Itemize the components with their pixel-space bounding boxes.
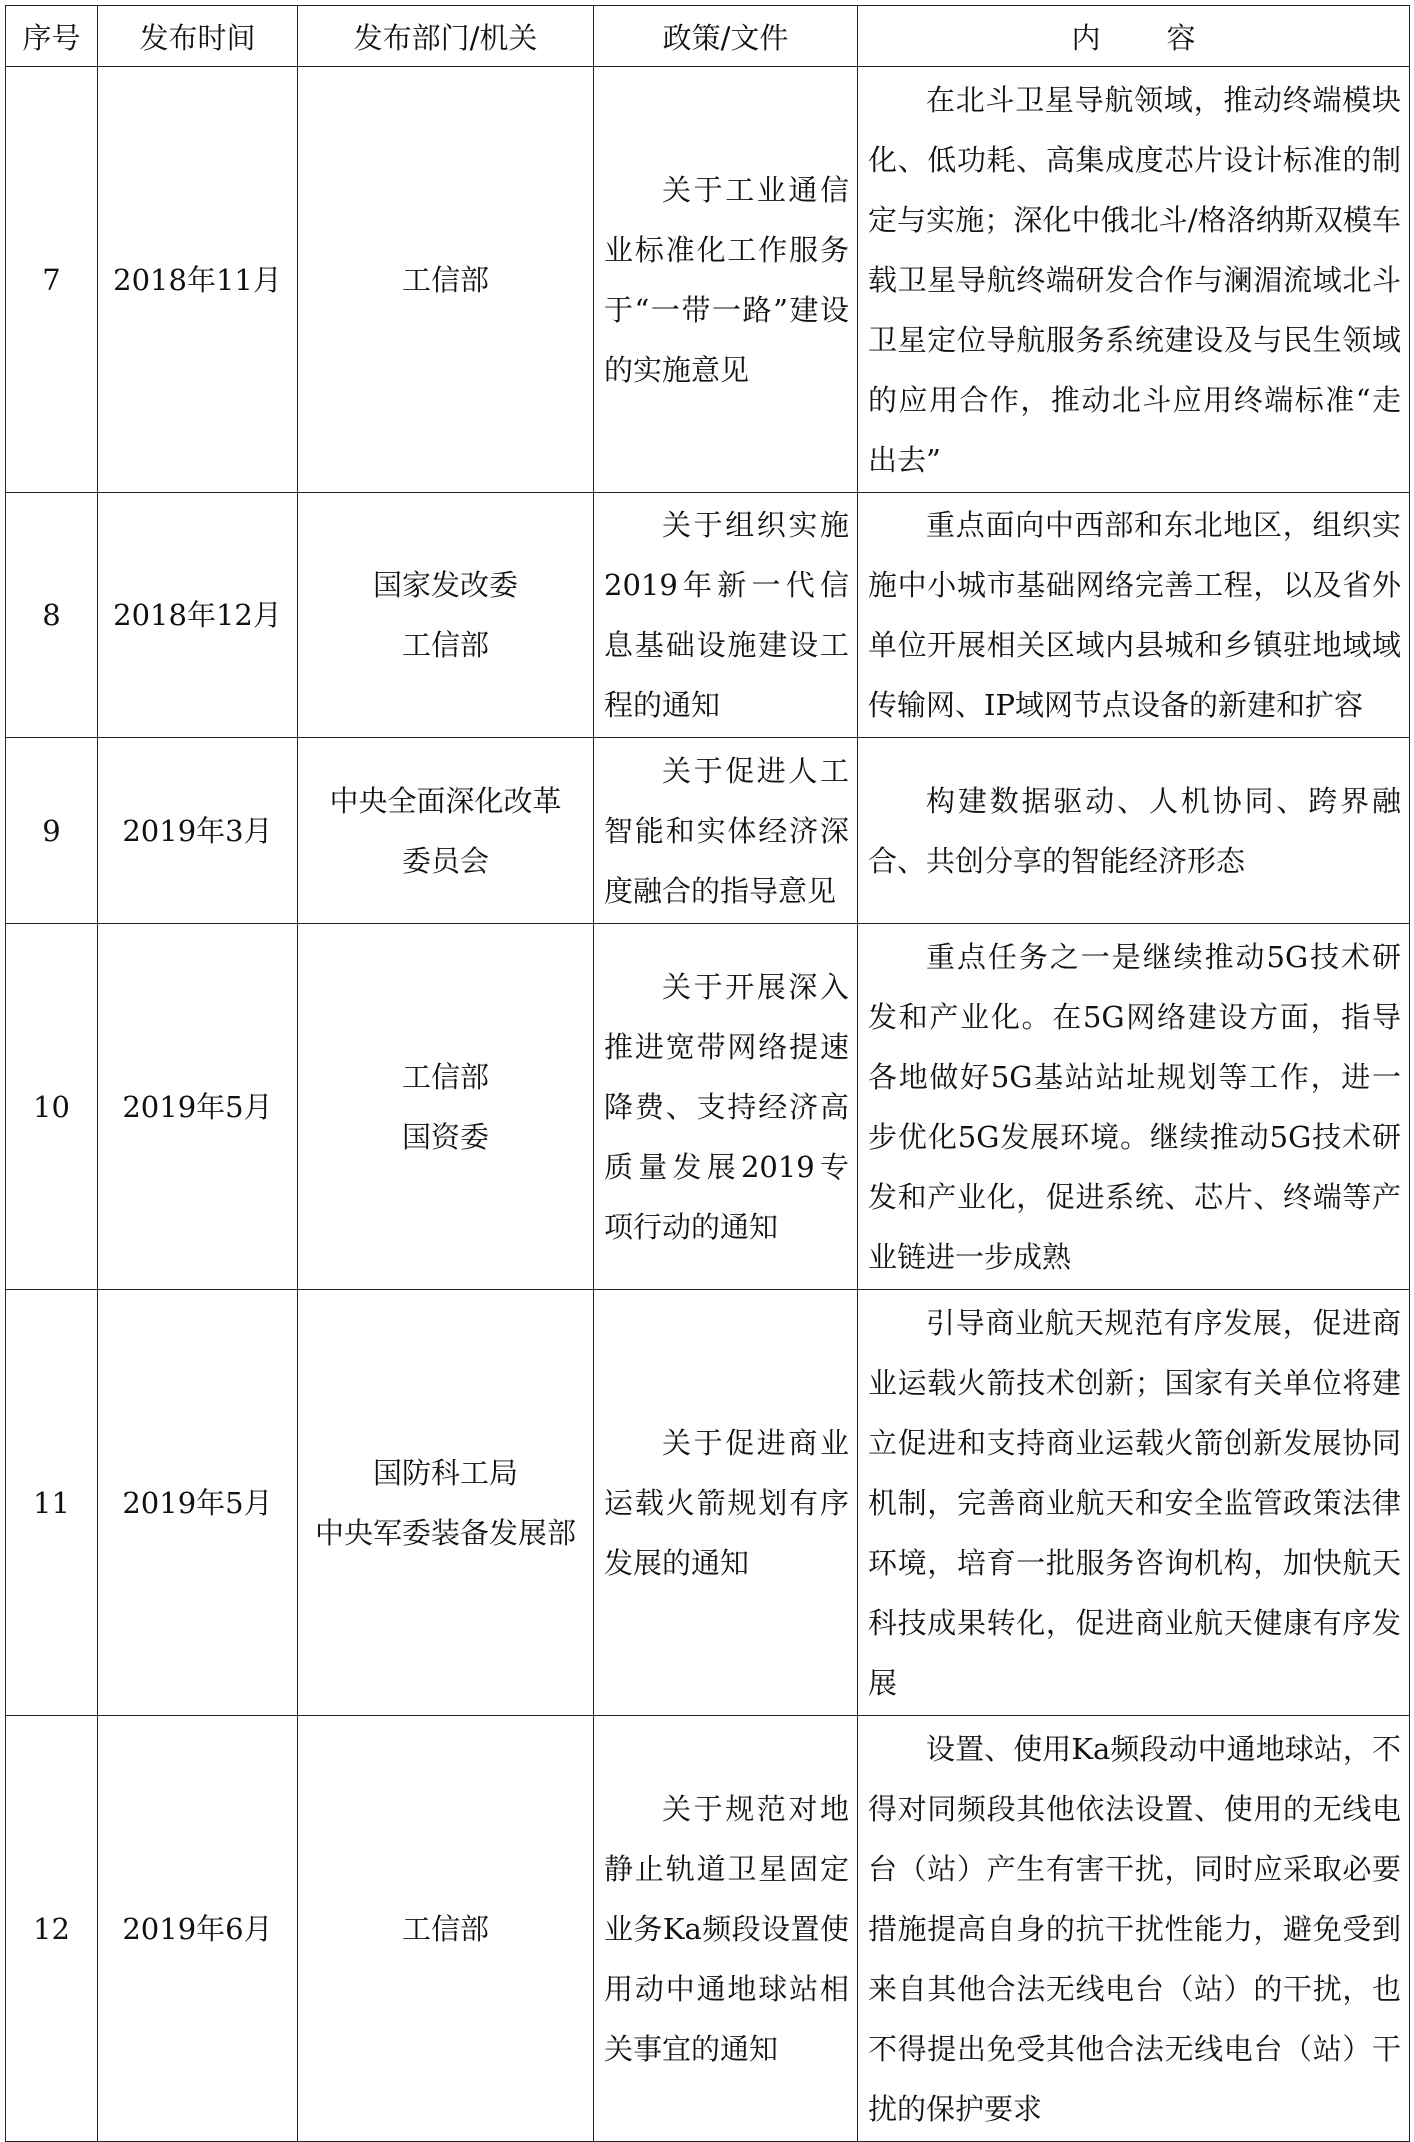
policy-table xyxy=(5,5,1410,2142)
row-num: 12 xyxy=(6,1716,98,2142)
row-policy: 关于组织实施2019年新一代信息基础设施建设工程的通知 xyxy=(594,493,858,738)
row-dept xyxy=(298,924,594,1290)
row-dept xyxy=(298,493,594,738)
dept-line: 工信部 xyxy=(401,628,489,662)
dept-line: 委员会 xyxy=(401,843,489,878)
row-content: 重点面向中西部和东北地区，组织实施中小城市基础网络完善工程，以及省外单位开展相关区域内县城和乡镇驻地域域传输网、IP域网节点设备的新建和扩容 xyxy=(858,493,1410,738)
dept-line: 国防科工局 xyxy=(372,1455,518,1490)
table-row xyxy=(6,924,1410,1290)
table-row xyxy=(6,738,1410,924)
row-content: 引导商业航天规范有序发展，促进商业运载火箭技术创新；国家有关单位将建立促进和支持商业运载火箭创新发展协同机制，完善商业航天和安全监管政策法律环境，培育一批服务咨询机构，加快航天科技成果转化，促进商业航天健康有序发展 xyxy=(858,1290,1410,1716)
row-num: 8 xyxy=(6,493,98,738)
table-row xyxy=(6,1290,1410,1716)
row-dept xyxy=(298,67,594,493)
dept-line: 工信部 xyxy=(401,262,489,297)
row-date: 2019年6月 xyxy=(98,1716,298,2142)
row-content: 在北斗卫星导航领域，推动终端模块化、低功耗、高集成度芯片设计标准的制定与实施；深化中俄北斗/格洛纳斯双模车载卫星导航终端研发合作与澜湄流域北斗卫星定位导航服务系统建设及与民生领域的应用合作，推动北斗应用终端标准“走出去” xyxy=(858,67,1410,493)
row-date: 2019年3月 xyxy=(98,738,298,924)
header-num: 序号 xyxy=(6,6,98,67)
row-dept xyxy=(298,1716,594,2142)
dept-line: 中央军委装备发展部 xyxy=(314,1515,576,1550)
row-num: 9 xyxy=(6,738,98,924)
header-dept: 发布部门/机关 xyxy=(298,6,594,67)
row-num: 11 xyxy=(6,1290,98,1716)
table-row xyxy=(6,493,1410,738)
header-content: 内容 xyxy=(858,6,1410,67)
dept-line: 工信部 xyxy=(401,1911,489,1946)
row-dept xyxy=(298,738,594,924)
row-date: 2018年12月 xyxy=(98,493,298,738)
row-content: 构建数据驱动、人机协同、跨界融合、共创分享的智能经济形态 xyxy=(858,738,1410,924)
header-date: 发布时间 xyxy=(98,6,298,67)
dept-line: 国资委 xyxy=(401,1119,489,1154)
row-content: 重点任务之一是继续推动5G技术研发和产业化。在5G网络建设方面，指导各地做好5G基站站址规划等工作，进一步优化5G发展环境。继续推动5G技术研发和产业化，促进系统、芯片、终端等产业链进一步成熟 xyxy=(858,924,1410,1290)
header-policy: 政策/文件 xyxy=(594,6,858,67)
row-content: 设置、使用Ka频段动中通地球站，不得对同频段其他依法设置、使用的无线电台（站）产生有害干扰，同时应采取必要措施提高自身的抗干扰性能力，避免受到来自其他合法无线电台（站）的干扰，也不得提出免受其他合法无线电台（站）干扰的保护要求 xyxy=(858,1716,1410,2142)
table-row xyxy=(6,1716,1410,2142)
row-policy: 关于开展深入推进宽带网络提速降费、支持经济高质量发展2019专项行动的通知 xyxy=(594,924,858,1290)
row-dept xyxy=(298,1290,594,1716)
row-date: 2019年5月 xyxy=(98,1290,298,1716)
row-policy: 关于促进人工智能和实体经济深度融合的指导意见 xyxy=(594,738,858,924)
row-policy: 关于促进商业运载火箭规划有序发展的通知 xyxy=(594,1290,858,1716)
header-row xyxy=(6,6,1410,67)
dept-line: 工信部 xyxy=(401,1059,489,1094)
dept-line: 国家发改委 xyxy=(372,568,518,602)
row-num: 7 xyxy=(6,67,98,493)
table-row xyxy=(6,67,1410,493)
dept-line: 中央全面深化改革 xyxy=(329,783,562,818)
row-policy: 关于工业通信业标准化工作服务于“一带一路”建设的实施意见 xyxy=(594,67,858,493)
row-date: 2019年5月 xyxy=(98,924,298,1290)
row-date: 2018年11月 xyxy=(98,67,298,493)
row-num: 10 xyxy=(6,924,98,1290)
row-policy: 关于规范对地静止轨道卫星固定业务Ka频段设置使用动中通地球站相关事宜的通知 xyxy=(594,1716,858,2142)
